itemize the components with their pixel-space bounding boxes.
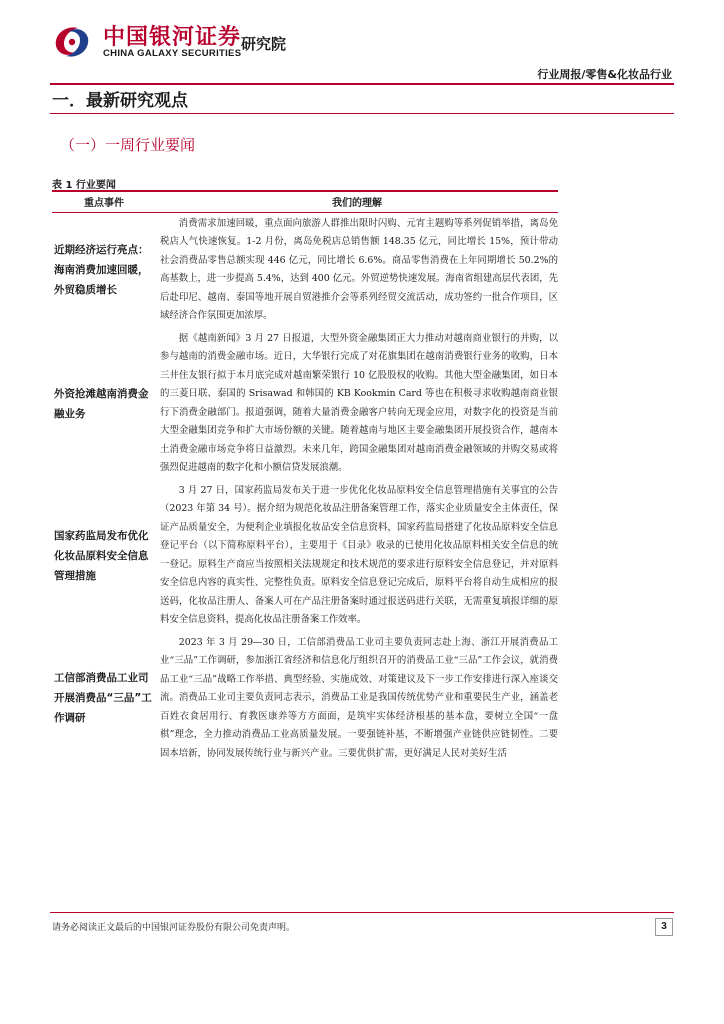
table-row (52, 480, 558, 632)
event-analysis: 消费需求加速回暖，重点面向旅游人群推出限时闪购、元宵主题购等系列促销举措，离岛免税店人气快速恢复。1-2 月份，离岛免税店总销售额 148.35 亿元，同比增长 15%，预计带动社会消费品零售总额实现 446 亿元，同比增长 6.6%。商品零售消费在上年同期增长 50.2%的高基数上，进一步提高 5.4%，达到 400 亿元。外贸逆势快速发展。海南省组建高层代表团，先后赴印尼、越南、泰国等地开展自贸港推介会等系列经贸交流活动，成功签约一批合作项目，区域经济合作氛围更加浓厚。 (160, 217, 558, 321)
event-topic: 工信部消费品工业司开展消费品“三品”工作调研 (54, 672, 152, 725)
report-type: 行业周报/零售&化妆品行业 (537, 68, 672, 81)
event-topic: 外资抢滩越南消费金融业务 (54, 387, 149, 420)
subsection-title: （一）一周行业要闻 (60, 136, 196, 154)
footer-disclaimer: 请务必阅读正文最后的中国银河证券股份有限公司免责声明。 (52, 923, 296, 933)
column-header-event: 重点事件 (52, 191, 156, 212)
event-topic: 国家药监局发布优化化妆品原料安全信息管理措施 (54, 529, 149, 582)
page-number: 3 (655, 918, 673, 936)
event-analysis: 3 月 27 日，国家药监局发布关于进一步优化化妆品原料安全信息管理措施有关事宜的公告（2023 年第 34 号）。据介绍为规范化妆品注册备案管理工作，落实企业质量安全主体责任，保证产品质量安全，为便利企业填报化妆品安全信息资料，国家药监局搭建了化妆品原料安全信息登记平台（以下简称原料平台），主要用于《目录》收录的已使用化妆品原料相关安全信息的统一登记。原料生产商应当按照相关法规规定和技术规范的要求进行原料安全信息登记，并对原料安全信息内容的真实性、完整性负责。原料安全信息登记完成后，原料平台将自动生成相应的报送码，化妆品注册人、备案人可在产品注册备案时通过报送码进行关联，无需重复填报详细的原料安全信息资料，提高化妆品注册备案工作效率。 (160, 484, 558, 625)
table-row (52, 212, 558, 328)
column-header-understanding: 我们的理解 (156, 191, 558, 212)
brand-name-en: CHINA GALAXY SECURITIES (103, 48, 242, 59)
footer-divider (50, 912, 674, 913)
brand-department: 研究院 (241, 35, 287, 53)
table-header-row (52, 191, 558, 212)
table-row (52, 632, 558, 766)
table-caption: 表 1 行业要闻 (52, 180, 116, 191)
section-title: 一．最新研究观点 (52, 91, 188, 111)
page-header (0, 0, 724, 90)
event-analysis: 2023 年 3 月 29—30 日，工信部消费品工业司主要负责同志赴上海、浙江开展消费品工业“三品”工作调研，参加浙江省经济和信息化厅组织召开的消费品工业“三品”工作会议，就消费品工业“三品”战略工作举措、典型经验、实施成效、对策建议及下一步工作安排进行深入座谈交流。消费品工业司主要负责同志表示，消费品工业是我国传统优势产业和重要民生产业，涵盖老百姓衣食居用行、育教医康养等方方面面，是筑牢实体经济根基的基本盘，要树立全国“一盘棋”理念，全力推动消费品工业高质量发展。一要强链补基，不断增强产业链供应链韧性。二要固本培新，协同发展传统行业与新兴产业。三要优供扩需，更好满足人民对美好生活 (160, 636, 558, 759)
section-divider (50, 113, 674, 114)
brand-name-cn: 中国银河证券 (103, 25, 242, 50)
industry-news-table (52, 190, 558, 765)
galaxy-swirl-logo-icon (50, 22, 94, 62)
header-divider (50, 83, 674, 85)
event-analysis: 据《越南新闻》3 月 27 日报道，大型外资金融集团正大力推动对越南商业银行的并购，以参与越南的消费金融市场。近日，大华银行完成了对花旗集团在越南消费银行业务的收购，日本三井住友银行拟于本月底完成对越南繁荣银行 10 亿股股权的收购。其他大型金融集团，如日本的三菱日联、泰国的 Srisawad 和韩国的 KB Kookmin Card 等也在积极寻求收购越南商业银行下消费金融部门。报道强调，随着大量消费金融客户转向无现金应用，对数字化的投资是当前大型金融集团竞争和扩大市场份额的关键。随着越南与地区主要金融集团开展投资合作，越南本土消费金融市场竞争将日益激烈。未来几年，跨国金融集团对越南消费金融领域的并购交易或将强烈促进越南的数字化和小额信贷发展浪潮。 (160, 332, 558, 473)
table-row (52, 328, 558, 480)
event-topic: 近期经济运行亮点：海南消费加速回暖，外贸稳质增长 (54, 244, 149, 296)
